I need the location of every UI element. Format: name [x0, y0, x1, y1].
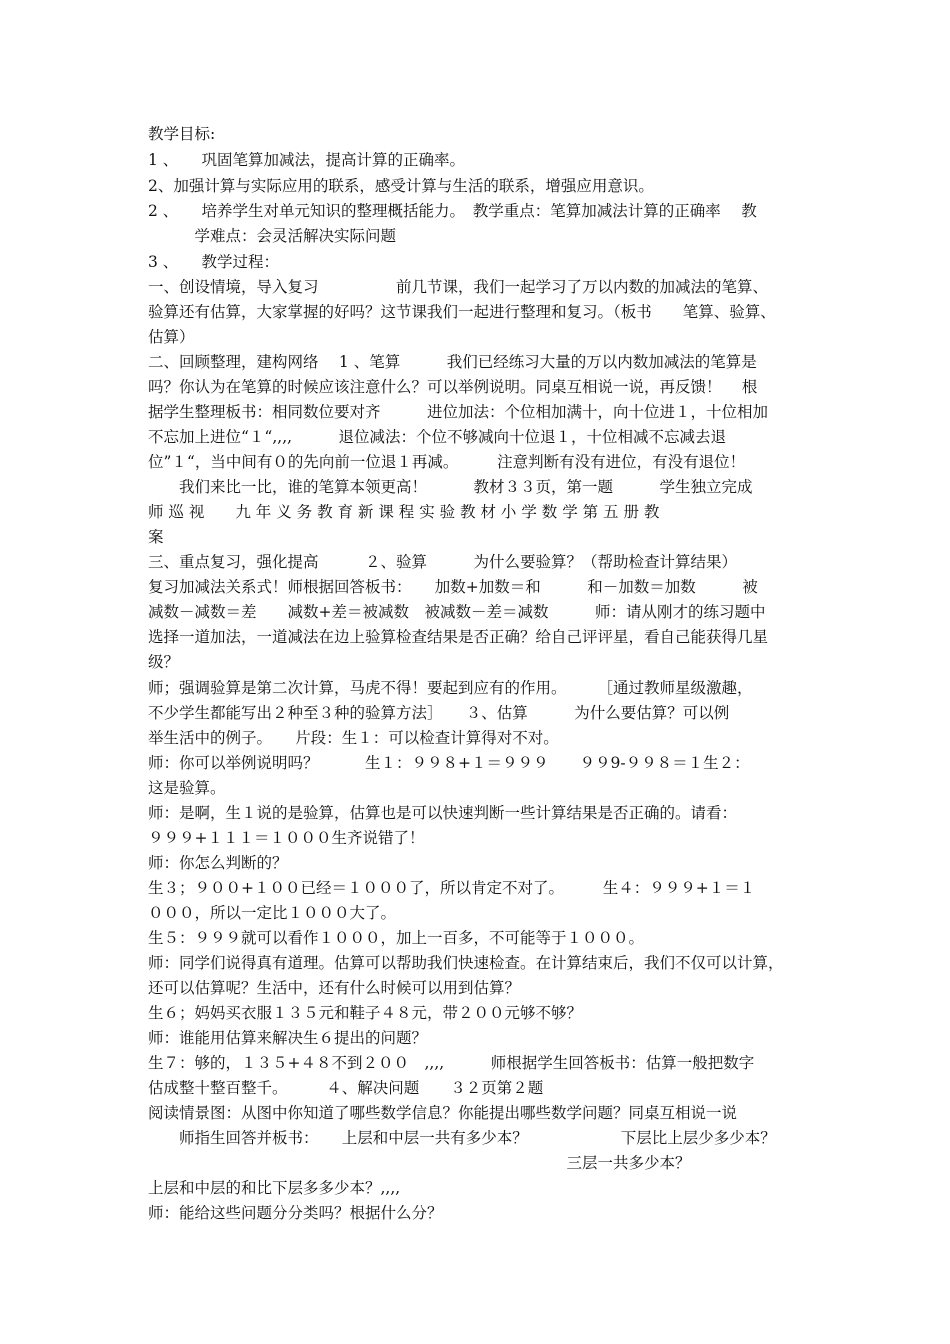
text-line: 据学生整理板书：相同数位要对齐 进位加法：个位相加满十，向十位进１，十位相加 [148, 403, 769, 421]
text-line: 位”１“，当中间有０的先向前一位退１再减。 注意判断有没有进位，有没有退位！ [148, 453, 746, 471]
text-line: 不少学生都能写出２种至３种的验算方法］ ３、估算 为什么要估算？可以例 [148, 704, 730, 722]
text-line: 师指生回答并板书： 上层和中层一共有多少本？ 下层比上层少多少本？ [148, 1129, 776, 1147]
text-line: 估成整十整百整千。 ４、解决问题 ３２页第２题 [148, 1079, 544, 1097]
text-line: 师：能给这些问题分分类吗？根据什么分？ [148, 1204, 443, 1222]
text-line: ９９９+１１１＝１０００生齐说错了！ [148, 829, 425, 847]
text-line: 估算） [148, 328, 195, 346]
text-line: 验算还有估算，大家掌握的好吗？这节课我们一起进行整理和复习。（板书 笔算、验算、 [148, 303, 776, 321]
text-line: 级？ [148, 653, 180, 671]
text-line: 二、回顾整理，建构网络 1 、笔算 我们已经练习大量的万以内数加减法的笔算是 [148, 353, 757, 371]
text-line: 举生活中的例子。 片段：生１：可以检查计算得对不对。 [148, 729, 559, 747]
text-line: 师；强调验算是第二次计算，马虎不得！要起到应有的作用。 ［通过教师星级激趣， [148, 679, 753, 697]
text-line: 这是验算。 [148, 779, 226, 797]
text-line: 2、加强计算与实际应用的联系，感受计算与生活的联系，增强应用意识。 [148, 177, 654, 195]
text-line: 减数－减数＝差 减数+差＝被减数 被减数－差＝减数 师：请从刚才的练习题中 [148, 603, 766, 621]
text-line: 生３；９００+１００已经＝１０００了，所以肯定不对了。 生４：９９９+１＝１ [148, 879, 756, 897]
text-line: 选择一道加法，一道减法在边上验算检查结果是否正确？给自己评评星，看自己能获得几星 [148, 628, 769, 646]
text-line: 一、创设情境，导入复习 前几节课，我们一起学习了万以内数的加减法的笔算、 [148, 278, 769, 296]
text-line: 我们来比一比，谁的笔算本领更高！ 教材３３页，第一题 学生独立完成 [148, 478, 753, 496]
text-line: 生５：９９９就可以看作１０００，加上一百多，不可能等于１０００。 [148, 929, 645, 947]
text-line: 3 、 教学过程： [148, 253, 280, 271]
text-line: 阅读情景图：从图中你知道了哪些数学信息？你能提出哪些数学问题？同桌互相说一说 [148, 1104, 738, 1122]
text-line: 吗？你认为在笔算的时候应该注意什么？可以举例说明。同桌互相说一说，再反馈！ 根 [148, 378, 758, 396]
text-line: 2 、 培养学生对单元知识的整理概括能力。 教学重点：笔算加减法计算的正确率 教 [148, 202, 757, 220]
text-line: 生７：够的，１３５+４８不到２００ ,,,, 师根据学生回答板书：估算一般把数字 [148, 1054, 755, 1072]
text-line: 教学目标: [148, 125, 216, 143]
text-line: 还可以估算呢？生活中，还有什么时候可以用到估算？ [148, 979, 521, 997]
text-line: ０００，所以一定比１０００大了。 [148, 904, 397, 922]
text-line: 师 巡 视 九 年 义 务 教 育 新 课 程 实 验 教 材 小 学 数 学 第 五 册 教 [148, 503, 660, 521]
text-line: 上层和中层的和比下层多多少本？,,,, [148, 1179, 401, 1197]
text-line: 三层一共多少本？ [148, 1154, 691, 1172]
text-line: 师：同学们说得真有道理。估算可以帮助我们快速检查。在计算结束后，我们不仅可以计算， [148, 954, 784, 972]
text-line: 师：你可以举例说明吗？ 生１：９９８+１＝９９９ ９９9-９９８＝１生２： [148, 754, 750, 772]
text-line: 生６；妈妈买衣服１３５元和鞋子４８元，带２００元够不够？ [148, 1004, 583, 1022]
text-line: 不忘加上进位“１“,,,, 退位减法：个位不够减向十位退１，十位相减不忘减去退 [148, 428, 727, 446]
text-line: 师：你怎么判断的？ [148, 854, 288, 872]
text-line: 1 、 巩固笔算加减法，提高计算的正确率。 [148, 151, 466, 169]
text-line: 师：是啊，生１说的是验算，估算也是可以快速判断一些计算结果是否正确的。请看： [148, 804, 738, 822]
text-line: 师：谁能用估算来解决生６提出的问题？ [148, 1029, 428, 1047]
text-line: 案 [148, 528, 164, 546]
text-line: 复习加减法关系式！师根据回答板书： 加数+加数＝和 和－加数＝加数 被 [148, 578, 758, 596]
text-line: 三、重点复习，强化提高 ２、验算 为什么要验算？（帮助检查计算结果） [148, 553, 738, 571]
text-line: 学难点：会灵活解决实际问题 [148, 227, 397, 245]
